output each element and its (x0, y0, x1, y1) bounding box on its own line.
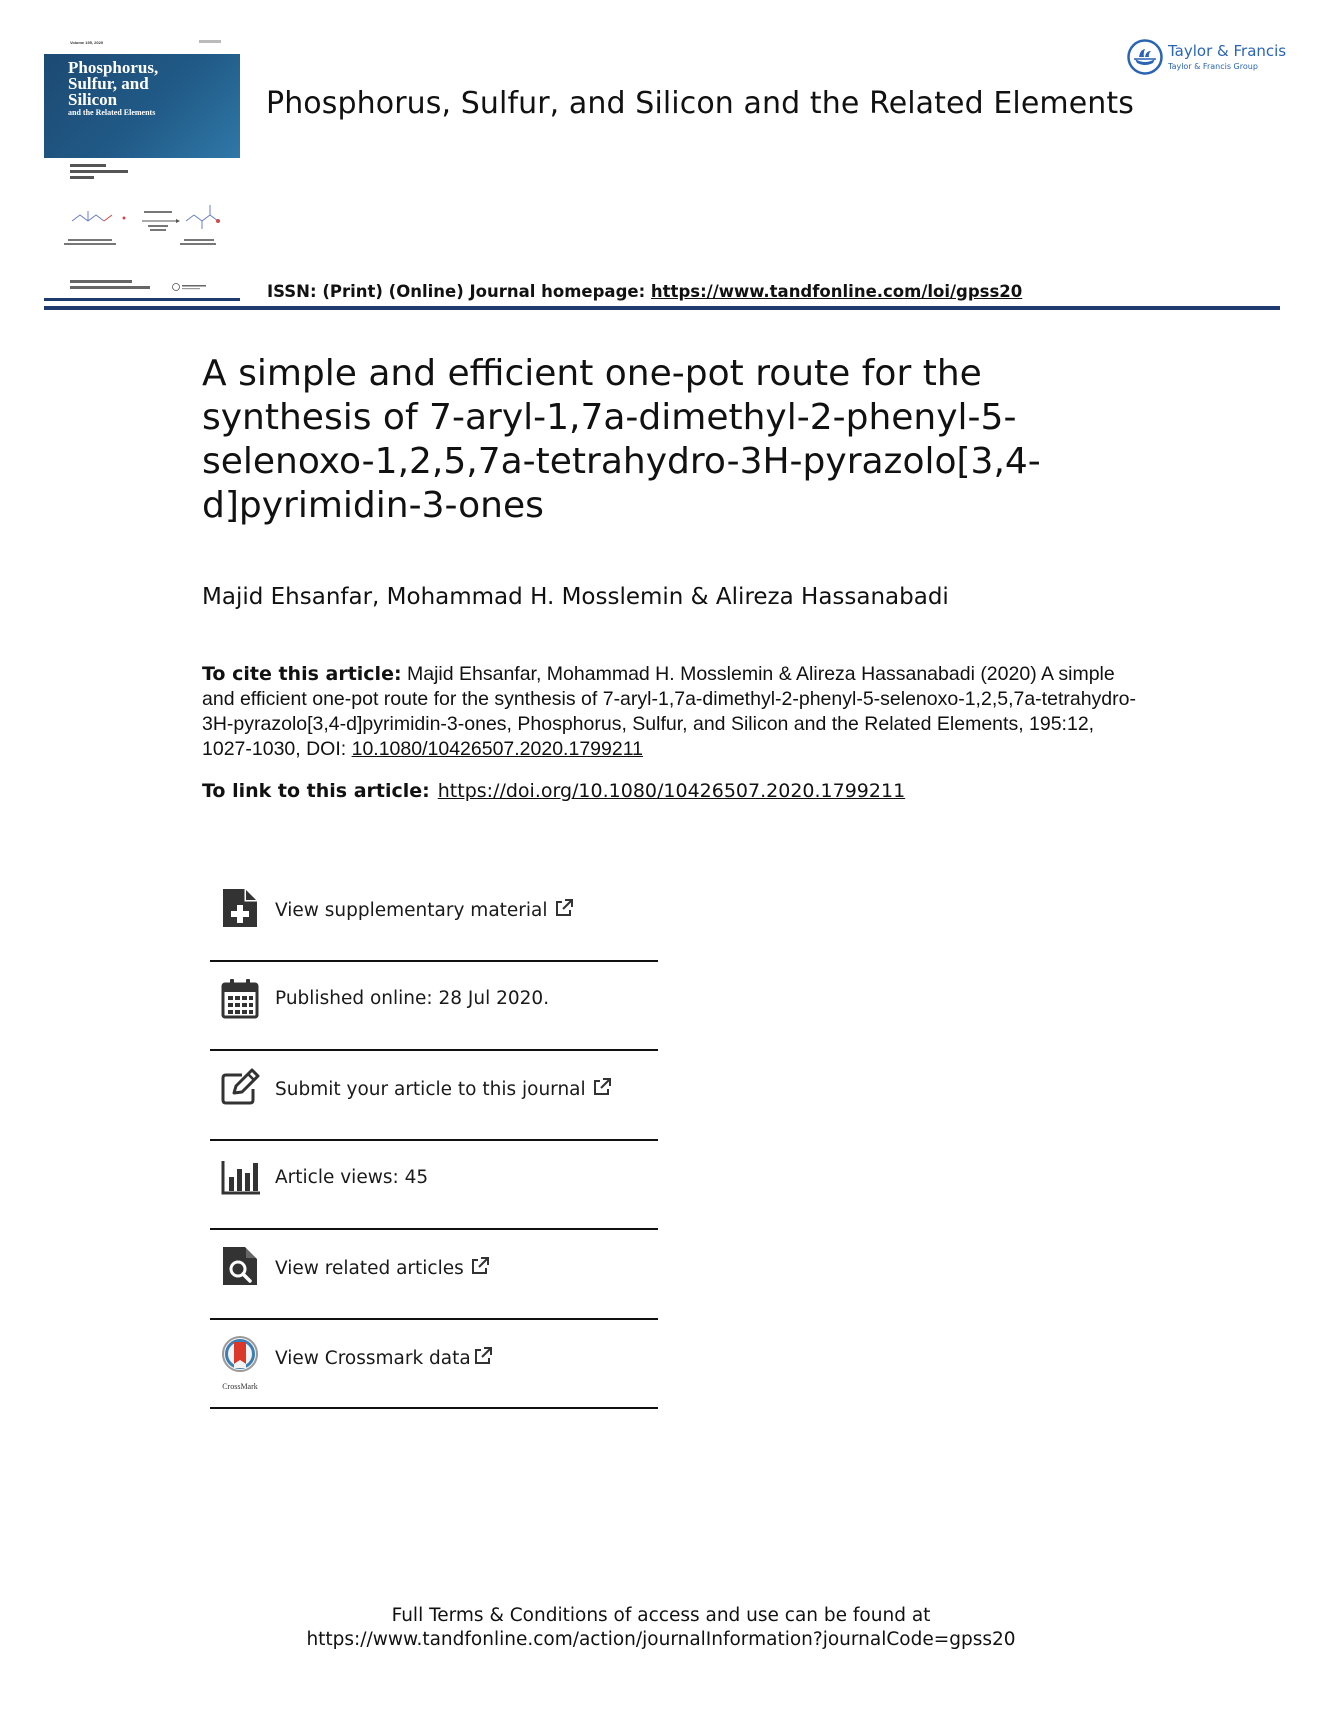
cover-rule (44, 298, 240, 301)
citation-block (202, 662, 1142, 762)
file-plus-icon (220, 886, 260, 930)
crossmark-icon (220, 1334, 260, 1378)
cover-reaction-scheme (64, 191, 234, 251)
list-item-label (275, 1077, 612, 1100)
terms-footer (0, 1604, 1322, 1652)
terms-url[interactable]: https://www.tandfonline.com/action/journalInformation?journalCode=gpss20 (306, 1629, 1016, 1650)
article-info-list (210, 872, 658, 1409)
list-item-label (275, 898, 574, 921)
cover-publisher-mark (172, 282, 210, 292)
cover-subtitle: and the Related Elements (68, 108, 156, 117)
cover-title-line: Silicon (68, 90, 118, 109)
cover-editors (70, 280, 150, 292)
article-link-label: To link to this article: (202, 780, 430, 802)
article-doi-url[interactable]: https://doi.org/10.1080/10426507.2020.1799211 (437, 780, 906, 802)
citation-label: To cite this article: (202, 663, 402, 685)
list-item-label (275, 1346, 493, 1369)
citation-doi-link[interactable]: 10.1080/10426507.2020.1799211 (351, 738, 643, 760)
cover-title-line: Sulfur, and (68, 74, 149, 93)
calendar-icon (220, 976, 260, 1020)
external-link-icon (592, 1077, 612, 1097)
views-label: Article views: 45 (275, 1166, 429, 1188)
crossmark-badge (220, 1334, 260, 1391)
list-item-views (210, 1141, 658, 1231)
crossmark-caption: CrossMark (222, 1381, 258, 1391)
file-search-icon (220, 1244, 260, 1288)
cover-volume: Volume 195, 2020 (70, 40, 104, 45)
issn-line (267, 282, 1022, 301)
cover-title-line: Phosphorus, (68, 58, 159, 77)
published-label: Published online: 28 Jul 2020. (275, 987, 550, 1009)
cover-issue-info (70, 164, 128, 182)
crossmark-label: View Crossmark data (275, 1347, 471, 1369)
external-link-icon (470, 1256, 490, 1276)
list-item-supplementary[interactable] (210, 872, 658, 962)
issn-label: ISSN: (Print) (Online) Journal homepage: (267, 282, 651, 301)
journal-name: Phosphorus, Sulfur, and Silicon and the Related Elements (266, 86, 1134, 121)
journal-cover-thumbnail[interactable] (44, 36, 240, 298)
cover-top-mark (199, 40, 221, 43)
list-item-crossmark[interactable] (210, 1320, 658, 1410)
publisher-logo-group: Taylor & Francis Group (1168, 62, 1258, 71)
citation-text: Majid Ehsanfar, Mohammad H. Mosslemin & Alireza Hassanabadi (2020) A simple and efficient one-pot route for the synthesis of 7-aryl-1,7a-dimethyl-2-phenyl-5-selenoxo-1,2,5,7a-tetrahydro-3H-pyrazolo[3,4-d]pyrimidin-3-ones, Phosphorus, Sulfur, and Silicon and the Related Elements, 195:12, 1027-1030, DOI: (202, 663, 1136, 760)
cover-title-band (44, 54, 240, 158)
terms-line: Full Terms & Conditions of access and use can be found at (391, 1605, 931, 1626)
publisher-logo-icon (1126, 38, 1164, 76)
list-item-related[interactable] (210, 1230, 658, 1320)
edit-icon (220, 1065, 260, 1109)
publisher-logo-name: Taylor & Francis (1168, 42, 1287, 60)
article-title: A simple and efficient one-pot route for the synthesis of 7-aryl-1,7a-dimethyl-2-phenyl-5-selenoxo-1,2,5,7a-tetrahydro-3H-pyrazolo[3,4-d]pyrimidin-3-ones (202, 353, 1041, 526)
cover-title (68, 60, 158, 118)
publisher-logo[interactable] (1126, 38, 1286, 78)
list-item-submit[interactable] (210, 1051, 658, 1141)
bar-chart-icon (220, 1155, 260, 1199)
article-link-line (202, 780, 905, 802)
list-item-published (210, 962, 658, 1052)
list-item-label (275, 1256, 490, 1279)
related-label: View related articles (275, 1258, 464, 1279)
external-link-icon (554, 898, 574, 918)
external-link-icon (473, 1346, 493, 1366)
article-authors: Majid Ehsanfar, Mohammad H. Mosslemin & Alireza Hassanabadi (202, 584, 949, 610)
header-divider (44, 306, 1280, 310)
submit-label: Submit your article to this journal (275, 1079, 586, 1100)
supplementary-label: View supplementary material (275, 900, 548, 921)
journal-homepage-link[interactable]: https://www.tandfonline.com/loi/gpss20 (650, 282, 1023, 301)
